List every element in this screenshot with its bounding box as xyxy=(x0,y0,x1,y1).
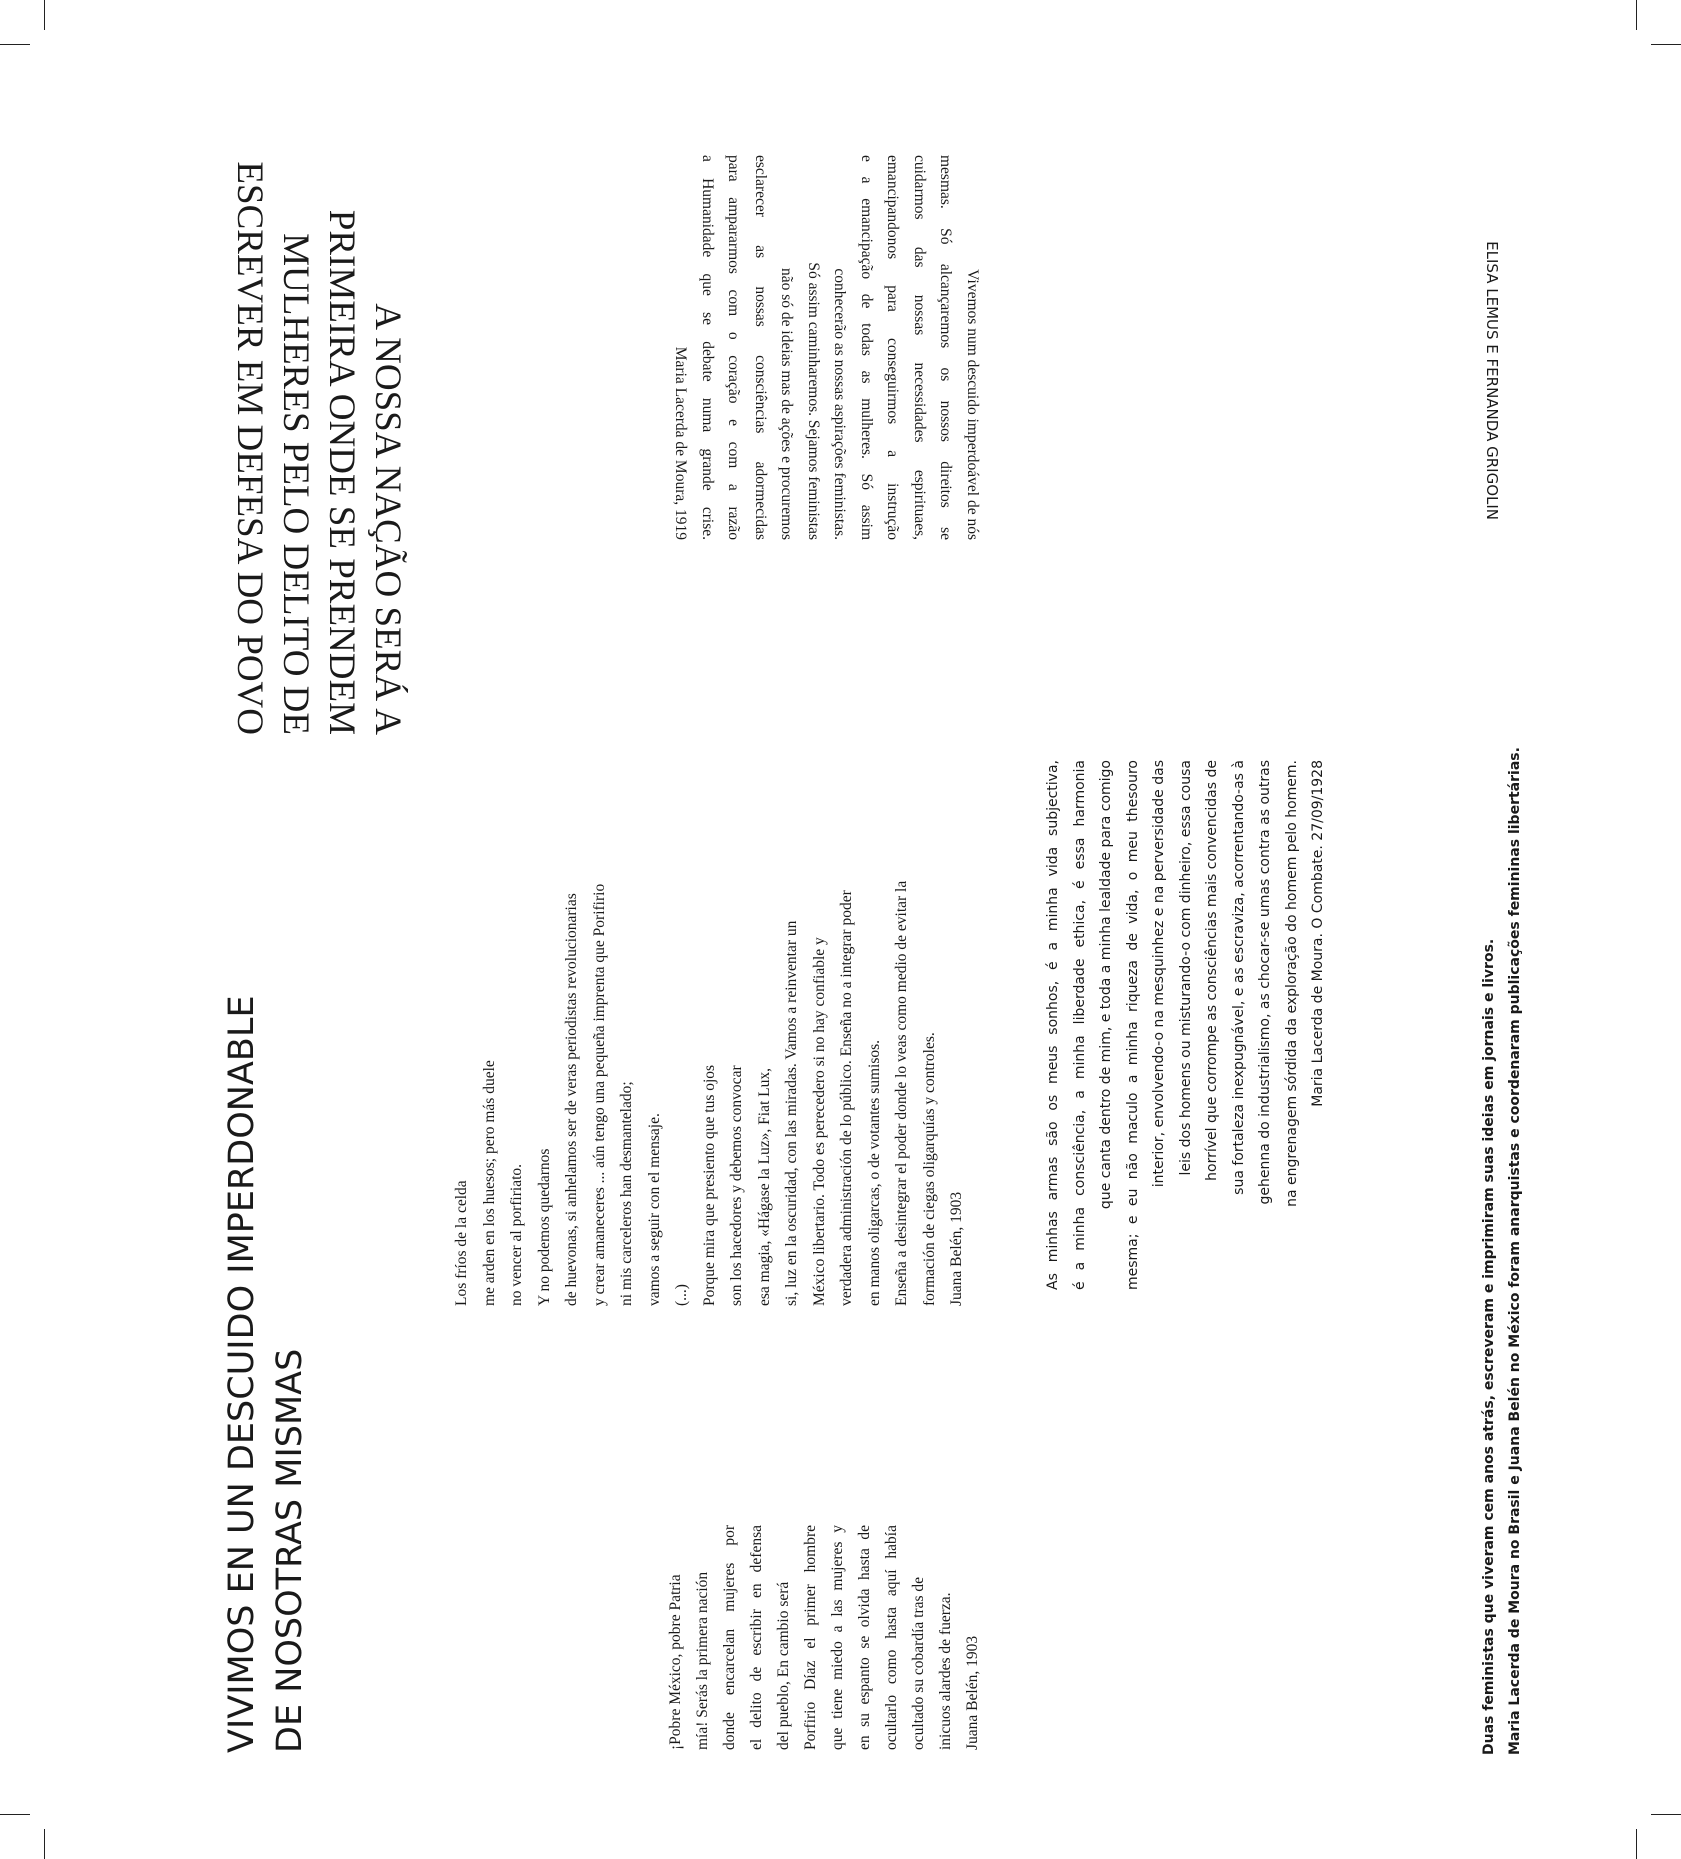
crop-mark xyxy=(0,1814,30,1815)
crop-mark xyxy=(0,44,30,45)
quote-line: não só de ideias mas de ações e procuremos xyxy=(778,267,796,540)
quote-line: gehenna do industrialismo, as chocar-se umas contra as outras xyxy=(1257,760,1273,1205)
quote-line: del pueblo, En cambio será xyxy=(775,1581,792,1750)
crop-mark xyxy=(1636,0,1637,30)
poem-line: (...) xyxy=(673,1284,690,1306)
quote-line: inicuos alardes de fuerza. xyxy=(937,1592,954,1750)
quote-line: que canta dentro de mim, e toda a minha lealdade para comigo xyxy=(1098,760,1114,1210)
poem-line: si, luz en la oscuridad, con las miradas. Vamos a reinventar un xyxy=(783,920,800,1306)
caption-line: Maria Lacerda de Moura no Brasil e Juana Belén no México foram anarquistas e coordenaram publicações femininas libertárias. xyxy=(1507,747,1523,1755)
title-line: A NOSSA NAÇÃO SERÁ A xyxy=(367,303,408,735)
poem-line: esa magia, «Hágase la Luz», Fiat Lux, xyxy=(755,1067,773,1306)
poem-line: Los fríos de la celda xyxy=(453,1180,470,1306)
crop-mark xyxy=(1651,44,1681,45)
poem-line: formación de ciegas oligarquías y controles. xyxy=(920,1032,938,1306)
poem-line: y crear amaneceres ... aún tengo una pequeña imprenta que Porifirio xyxy=(590,883,608,1306)
quote-line: el delito de escribir en defensa xyxy=(748,1525,765,1750)
title-line: ESCREVER EM DEFESA DO POVO xyxy=(229,161,270,735)
crop-mark xyxy=(44,0,45,30)
poem-line: México libertario. Todo es perecedero si no hay confiable y xyxy=(810,937,828,1306)
quote-line: Juana Belén, 1903 xyxy=(964,1635,981,1750)
poem-belen xyxy=(448,756,971,1306)
authors-text: ELISA LEMUS E FERNANDA GRIGOLIN xyxy=(1483,241,1501,520)
poem-line: Porque mira que presiento que tus ojos xyxy=(700,1064,718,1306)
quote-line: ocultarlo como hasta aquí había xyxy=(883,1525,900,1750)
poem-line: vamos a seguir con el mensaje. xyxy=(645,1113,663,1306)
quote-line: Vivemos num descuido imperdoável de nós xyxy=(964,269,981,540)
title-line: VIVIMOS EN UN DESCUIDO IMPERDONABLE xyxy=(222,995,262,1753)
quote-line: Só assim caminharemos. Sejamos feministas xyxy=(805,262,822,540)
title-portuguese xyxy=(226,155,410,735)
title-line: PRIMEIRA ONDE SE PRENDEM xyxy=(321,209,362,735)
poem-line: en manos oligarcas, o de votantes sumisos. xyxy=(865,1039,883,1306)
caption-line: Duas feministas que viveram cem anos atrás, escreveram e imprimiram suas ideias em jornais e livros. xyxy=(1481,938,1497,1755)
poem-line: son los hacedores y debemos convocar xyxy=(728,1065,745,1306)
quote-line: para ampararmos com o coração e com a razão xyxy=(725,155,743,540)
quote-line: é a minha consciência, a minha liberdade ethica, é essa harmonia xyxy=(1071,760,1088,1290)
quote-line: a Humanidade que se debate numa grande crise. xyxy=(699,155,716,540)
crop-mark xyxy=(44,1829,45,1859)
quote-line: esclarecer as nossas consciências adormecidas xyxy=(752,155,769,540)
caption xyxy=(1476,685,1528,1755)
crop-mark xyxy=(1636,1829,1637,1859)
poem-line: Juana Belén, 1903 xyxy=(948,1191,965,1306)
quote-line: Maria Lacerda de Moura. O Combate. 27/09/1928 xyxy=(1310,760,1326,1107)
quote-line: ocultado su cobardía tras de xyxy=(910,1576,927,1750)
quote-line: sua fortaleza inexpugnável, e as escraviza, acorrentando-as à xyxy=(1230,760,1247,1195)
quote-line: ¡Pobre México, pobre Patria xyxy=(667,1574,684,1750)
quote-line: cuidarmos das nossas necessidades espirituaes, xyxy=(911,155,928,540)
poem-line: verdadera administración de lo público. Enseña no a integrar poder xyxy=(838,890,855,1306)
quote-line: emancipandonos para conseguirmos a instrução xyxy=(884,155,902,540)
quote-line: en su espanto se olvida hasta de xyxy=(856,1525,873,1750)
authors xyxy=(1482,155,1502,520)
poem-line: me arden en los huesos; pero más duele xyxy=(480,1060,498,1306)
quote-line: interior, envolvendo-o na mesquinhez e na perversidade das xyxy=(1151,760,1167,1188)
quote-line: mesma; e eu não maculo a minha riqueza de vida, o meu thesouro xyxy=(1124,760,1141,1290)
poem-line: ni mis carceleros han desmantelado; xyxy=(618,1081,635,1306)
quote-line: As minhas armas são os meus sonhos, é a minha vida subjectiva, xyxy=(1045,760,1061,1290)
poem-line: de huevonas, si anhelamos ser de veras periodistas revolucionarias xyxy=(563,893,580,1306)
quote-line: horrível que corrompe as consciências mais convencidas de xyxy=(1204,760,1220,1181)
title-line: DE NOSOTRAS MISMAS xyxy=(270,1348,310,1753)
quote-line: leis dos homens ou misturando-o com dinheiro, essa cousa xyxy=(1177,760,1194,1176)
quote-line: Maria Lacerda de Moura, 1919 xyxy=(672,346,690,540)
quote-line: donde encarcelan mujeres por xyxy=(721,1525,738,1750)
quote-line: na engrenagem sórdida da exploração do homem pelo homem. xyxy=(1283,760,1300,1207)
quote-line: que tiene miedo a las mujeres y xyxy=(829,1525,846,1750)
quote-line: Porfirio Díaz el primer hombre xyxy=(802,1525,819,1750)
quote-belen-mexico xyxy=(662,1525,986,1750)
quote-line: conhecerão as nossas aspirações feministas. xyxy=(831,268,849,540)
quote-line: e a emancipação de todas as mulheres. Só assim xyxy=(858,155,875,540)
poem-line: Y no podemos quedarnos xyxy=(535,1148,553,1306)
crop-mark xyxy=(1651,1814,1681,1815)
quote-moura-1928 xyxy=(1040,760,1332,1290)
title-line: MULHERES PELO DELITO DE xyxy=(275,233,316,735)
poem-line: Enseña a desintegrar el poder donde lo veas como medio de evitar la xyxy=(893,880,910,1306)
title-spanish xyxy=(218,973,314,1753)
quote-line: mía! Serás la primera nación xyxy=(694,1571,711,1750)
quote-moura-1919 xyxy=(667,155,985,540)
poem-line: no vencer al porfiriato. xyxy=(508,1163,525,1306)
quote-line: mesmas. Só alcançaremos os nossos direitos se xyxy=(937,155,955,540)
